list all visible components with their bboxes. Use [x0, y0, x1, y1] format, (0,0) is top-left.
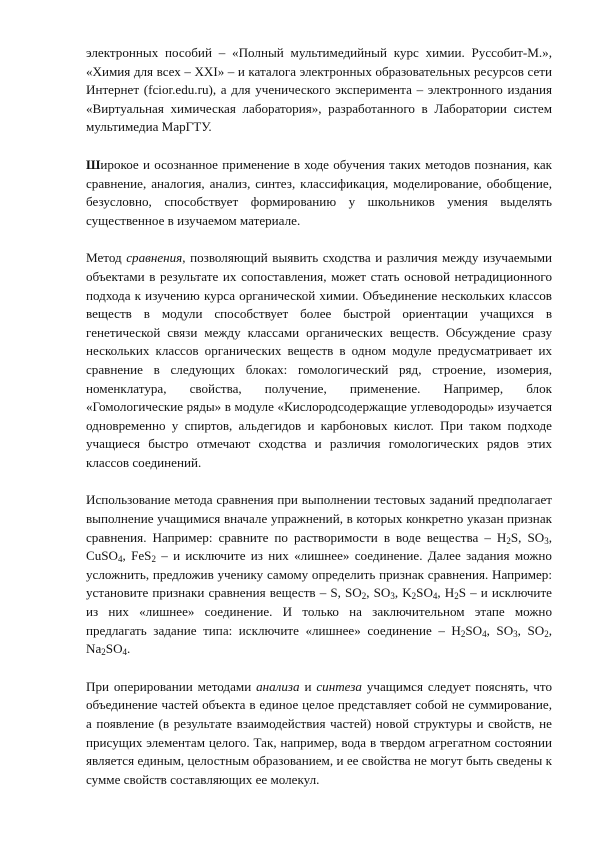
paragraph-1 [86, 44, 552, 137]
text-segment: , Na [86, 622, 552, 657]
text-segment: Метод [86, 250, 127, 266]
subscript: 3 [513, 628, 518, 639]
text-segment: , SO [517, 622, 545, 638]
subscript: 4 [122, 647, 128, 658]
paragraph-4 [86, 491, 552, 658]
text-segment: , позволяющий выявить сходства и различия между изучаемыми объектами в результате их сопоставления, может стать основой нетрадиционного подхода к изучению курса органической химии. Объединение нескольких классов веществ в модули способствует более быстрой ориентации учащихся в генетической связи между классами органических веществ. Обсуждение сразу нескольких классов органических веществ в одном модуле предусматривает их сравнение в следующих блоках: гомологический ряд, строение, изомерия, номенклатура, свойства, получение, применение. Например, блок «Гомологические ряды» в модуле «Кислородсодержащие углеводороды» изучается одновременно у спиртов, альдегидов и карбоновых кислот. При таком подходе учащиеся быстро отмечают сходства и различия гомологических рядов этих классов соединений. [86, 250, 552, 470]
text-segment: , SO [366, 585, 391, 601]
subscript: 2 [151, 554, 156, 565]
text-segment: SO [465, 622, 483, 638]
text-segment: SO [416, 585, 433, 601]
paragraph-3 [86, 249, 552, 472]
subscript: 3 [544, 535, 549, 546]
text-segment: , FeS [122, 548, 152, 564]
text-segment: Использование метода сравнения при выполнении тестовых заданий предполагает выполнение учащимися вначале упражнений, в которых конкретно указан признак сравнения. Например: сравните по растворимости в воде вещества – H [86, 492, 552, 545]
text-segment: ирокое и осознанное применение в ходе обучения таких методов познания, как сравнение, аналогия, анализ, синтез, классификация, моделирование, обобщение, безусловно, способствует формированию у школьников умения выделять существенное в изучаемом материале. [86, 156, 552, 228]
subscript: 4 [482, 628, 487, 639]
text-segment: электронных пособий – «Полный мультимедийный курс химии. Руссобит-М.», «Химия для всех – XXI» – и каталога электронных образовательных ресурсов сети Интернет (fcior.edu.ru), а для ученического эксперимента – электронного издания «Виртуальная химическая лаборатория», разработанного в Лаборатории систем мультимедиа МарГТУ. [86, 45, 552, 135]
text-segment: При оперировании методами [86, 678, 257, 694]
text-segment: S, SO [510, 529, 545, 545]
subscript: 2 [361, 591, 367, 602]
subscript: 2 [411, 591, 417, 602]
paragraph-5 [86, 678, 552, 790]
text-segment: – и исключите из них «лишнее» соединение. Далее задания можно усложнить, предложив ученику самому определить признак сравнения. Например: установите признаки сравнения веществ – S, SO [86, 548, 552, 601]
text-segment: , CuSO [86, 529, 552, 564]
text-segment: , SO [486, 622, 514, 638]
text-segment: , K [394, 585, 412, 601]
subscript: 2 [506, 535, 511, 546]
bold-text: Ш [86, 156, 101, 172]
paragraph-2 [86, 156, 552, 230]
document-page [86, 44, 552, 789]
subscript: 3 [390, 591, 395, 602]
text-segment: . [127, 641, 131, 657]
subscript: 2 [460, 628, 466, 639]
italic-term: анализа [256, 678, 300, 694]
text-segment: учащимся следует пояснять, что объединение частей объекта в единое целое представляет собой не суммирование, а появление (в результате взаимодействия частей) новой структуры и свойств, не присущих элементам целого. Так, например, вода в твердом агрегатном состоянии является единым, целостным образованием, и ее свойства не могут быть сведены к сумме свойств составляющих ее молекул. [86, 678, 552, 787]
subscript: 4 [118, 554, 123, 565]
italic-term: синтеза [316, 678, 362, 694]
text-segment: , H [437, 585, 455, 601]
subscript: 2 [454, 591, 459, 602]
text-segment: SO [105, 641, 123, 657]
subscript: 2 [544, 628, 549, 639]
text-segment: S – и исключите из них «лишнее» соединение. И только на заключительном этапе можно предлагать задание типа: исключите «лишнее» соединение – H [86, 585, 552, 638]
subscript: 4 [432, 591, 438, 602]
italic-term: сравнения [126, 250, 183, 266]
text-segment: и [299, 678, 317, 694]
subscript: 2 [101, 647, 106, 658]
